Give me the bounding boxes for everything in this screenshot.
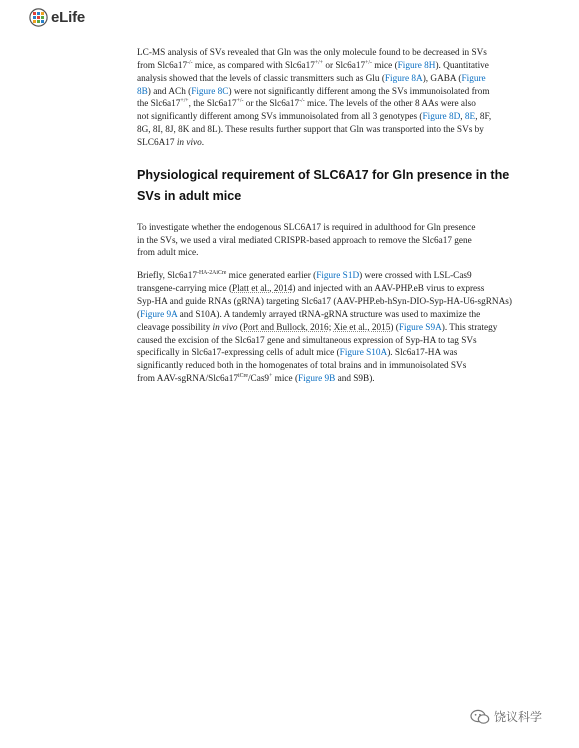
text: To investigate whether the endogenous SLC6A17 is required in adulthood for Gln presence (137, 222, 476, 233)
text-line (137, 360, 539, 373)
figure-link[interactable]: Figure S9A (398, 322, 442, 333)
figure-link[interactable]: Figure S1D (316, 271, 360, 282)
figure-link[interactable]: Figure 8H (397, 60, 436, 71)
text: Briefly, Slc6a17 (137, 271, 198, 282)
text: and S10A). A tandemly arrayed tRNA-gRNA structure was used to maximize the (177, 309, 481, 320)
heading-line: SVs in adult mice (137, 188, 242, 203)
wechat-icon (470, 709, 490, 725)
text: ( (237, 322, 243, 333)
citation-link[interactable]: Platt et al., 2014 (232, 284, 293, 295)
text: ), GABA ( (422, 73, 462, 84)
paragraph-lcms (137, 47, 539, 150)
superscript: +/- (365, 59, 372, 66)
text-line (137, 270, 539, 283)
paragraph-briefly (137, 270, 539, 386)
heading-line: Physiological requirement of SLC6A17 for Gln presence in the (137, 167, 510, 182)
text-line (137, 86, 539, 99)
superscript: iCre (238, 373, 248, 380)
figure-link[interactable]: Figure (461, 73, 486, 84)
citation-link[interactable]: Xie et al., 2015 (333, 322, 391, 333)
elife-logo-icon (29, 8, 48, 27)
text: . (201, 137, 205, 148)
superscript: -/- (299, 98, 305, 105)
section-heading (137, 165, 539, 207)
text: 8G, 8I, 8J, 8K and 8L). These results further support that Gln was transported into the SVs by (137, 125, 484, 136)
text: SLC6A17 (137, 137, 177, 148)
text: ) were crossed with LSL-Cas9 (359, 271, 472, 282)
text: mice. The levels of the other 8 AAs were also (304, 99, 476, 110)
superscript: -/- (187, 59, 193, 66)
text: from AAV-sgRNA/Slc6a17 (137, 374, 238, 385)
text: analysis showed that the levels of classic transmitters such as Glu ( (137, 73, 385, 84)
superscript: -HA-2AiCre (197, 270, 227, 277)
text-line (137, 47, 539, 60)
text: ) and injected with an AAV-PHP.eB virus to express (292, 284, 485, 295)
superscript: + (269, 373, 273, 380)
text: transgene-carrying mice ( (137, 284, 233, 295)
text: significantly reduced both in the homogenates of total brains and in immunoisolated SVs (137, 361, 467, 372)
text: specifically in Slc6a17-expressing cells of adult mice ( (137, 348, 340, 359)
text-line (137, 98, 539, 111)
text: mice ( (272, 374, 299, 385)
text: from Slc6a17 (137, 60, 188, 71)
text: /Cas9 (247, 374, 270, 385)
text-line (137, 73, 539, 86)
text: mice ( (371, 60, 398, 71)
text-line (137, 222, 539, 235)
logo-text: eLife (51, 9, 86, 26)
text: ). Quantitative (435, 60, 489, 71)
superscript: +/- (236, 98, 244, 105)
text-line (137, 373, 539, 386)
figure-link[interactable]: Figure 9B (298, 374, 336, 385)
text-line (137, 247, 539, 260)
text: the Slc6a17 (137, 99, 181, 110)
figure-link[interactable]: Figure 8A (384, 73, 423, 84)
text-line (137, 309, 539, 322)
text: or Slc6a17 (323, 60, 366, 71)
text-line (137, 283, 539, 296)
superscript: +/+ (314, 59, 324, 66)
text: ). This strategy (441, 322, 498, 333)
figure-link[interactable]: 8E (464, 112, 476, 123)
text-line (137, 235, 539, 248)
text: not significantly different among SVs immunoisolated from all 3 genotypes ( (137, 112, 423, 123)
text: or the Slc6a17 (243, 99, 300, 110)
figure-link[interactable]: Figure 9A (140, 309, 178, 320)
elife-logo[interactable] (29, 8, 85, 27)
text: Syp-HA and guide RNAs (gRNA) targeting Slc6a17 (AAV-PHP.eb-hSyn-DIO-Syp-HA-U6-sgRNAs) (137, 296, 512, 307)
superscript: +/+ (180, 98, 189, 105)
text: ) were not significantly different among the SVs immunoisolated from (228, 86, 490, 97)
text: mice generated earlier ( (226, 271, 317, 282)
text-line (137, 335, 539, 348)
figure-link[interactable]: Figure S10A (339, 348, 388, 359)
text: caused the excision of the Slc6a17 gene and simultaneous expression of Syp-HA to tag SVs (137, 335, 477, 346)
text-line (137, 347, 539, 360)
text-line (137, 296, 539, 309)
text: ). Slc6a17-HA was (387, 348, 458, 359)
italic-text: in vivo (176, 137, 202, 148)
citation-link[interactable]: Port and Bullock, 2016 (242, 322, 329, 333)
figure-link[interactable]: 8B (137, 86, 148, 97)
text: cleavage possibility (137, 322, 213, 333)
text: , (460, 112, 465, 123)
wechat-watermark (470, 708, 542, 725)
text: in the SVs, we used a viral mediated CRISPR-based approach to remove the Slc6a17 gene (137, 235, 472, 246)
text-line (137, 60, 539, 73)
text: ) ( (390, 322, 399, 333)
text: , 8F, (475, 112, 492, 123)
text-line (137, 322, 539, 335)
text: LC-MS analysis of SVs revealed that Gln was the only molecule found to be decreased in SVs (137, 48, 487, 58)
paragraph-intro (137, 222, 539, 261)
text-line (137, 111, 539, 124)
text-line (137, 124, 539, 137)
text: mice, as compared with Slc6a17 (192, 60, 315, 71)
italic-text: in vivo (212, 322, 238, 333)
text: ) and ACh ( (147, 86, 192, 97)
text: , the Slc6a17 (188, 99, 237, 110)
watermark-text: 饶议科学 (494, 710, 543, 724)
text: ( (137, 309, 141, 320)
article-body (137, 47, 539, 386)
text: from adult mice. (137, 248, 199, 259)
figure-link[interactable]: Figure 8C (191, 86, 229, 97)
text: and S9B). (335, 374, 375, 385)
text-line (137, 137, 539, 150)
text: ; (328, 322, 334, 333)
figure-link[interactable]: Figure 8D (422, 112, 461, 123)
